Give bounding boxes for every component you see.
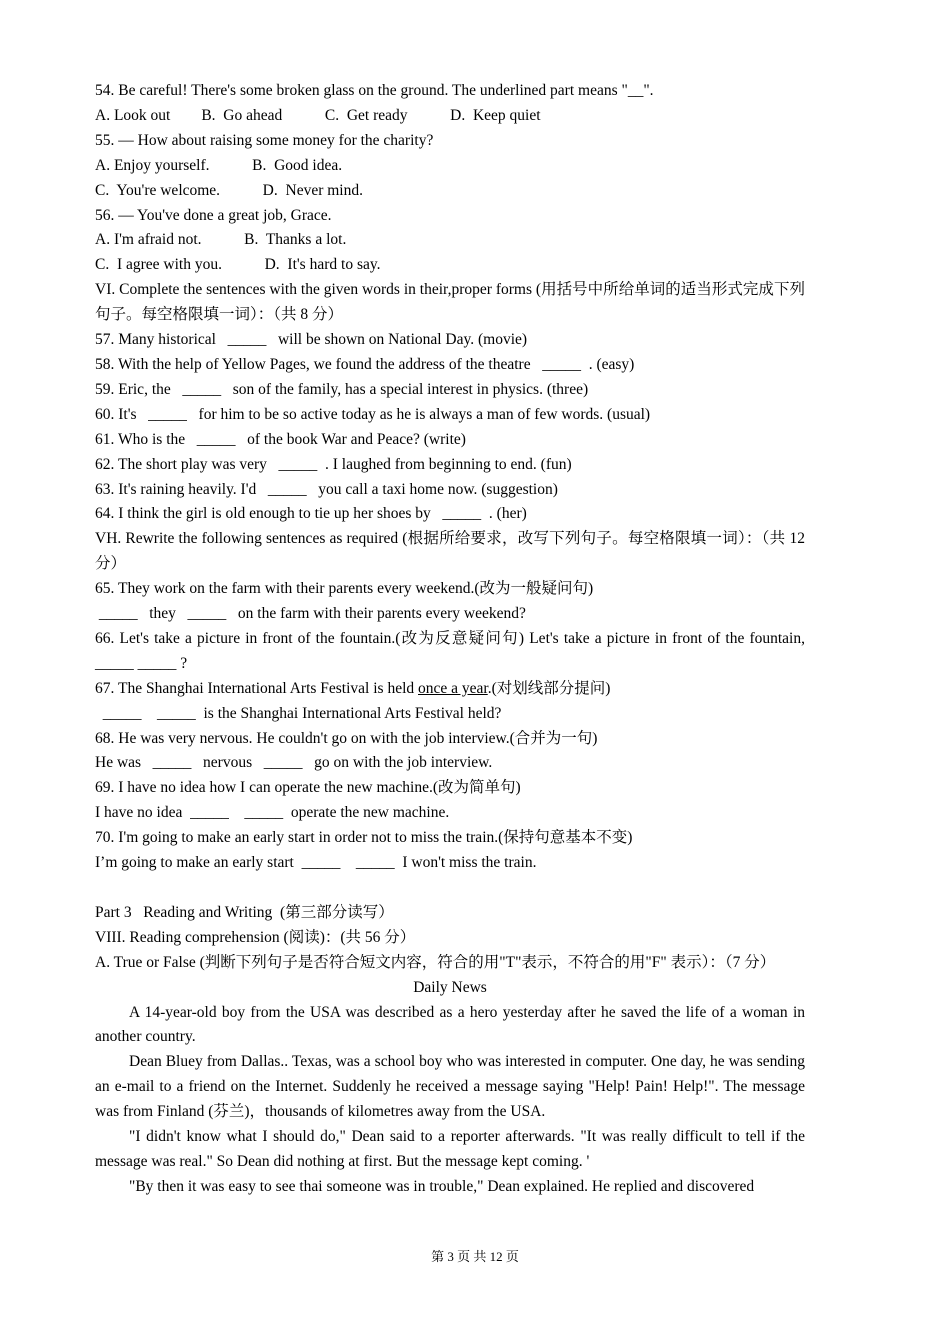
q63: 63. It's raining heavily. I'd _____ you call a taxi home now. (suggestion): [95, 480, 558, 498]
section-6-heading: VI. Complete the sentences with the given words in their,proper forms (用括号中所给单词的适当形式完成下列句子。每空格限填一词）：（共 8 分）: [95, 281, 805, 324]
q58: 58. With the help of Yellow Pages, we found the address of the theatre _____ . (easy): [95, 355, 635, 373]
q69: 69. I have no idea how I can operate the new machine.(改为简单句): [95, 779, 521, 797]
passage-paragraph: A 14-year-old boy from the USA was described as a hero yesterday after he saved the life of a woman in another country.: [95, 1003, 805, 1046]
passage-paragraph: Dean Bluey from Dallas.. Texas, was a school boy who was interested in computer. One day, he was sending an e-mail to a friend on the Internet. Suddenly he received a message saying "Help! Pain! Help!". The message was from Finland (芬兰)，thousands of kilometres away from the USA.: [95, 1053, 805, 1121]
passage-paragraph: "By then it was easy to see thai someone was in trouble," Dean explained. He replied and discovered: [129, 1177, 755, 1195]
q55-options-ab: A. Enjoy yourself. B. Good idea.: [95, 156, 343, 174]
spacer: [95, 876, 805, 901]
q57: 57. Many historical _____ will be shown on National Day. (movie): [95, 331, 528, 349]
q67-instruction: .(对划线部分提问): [487, 679, 611, 697]
q61: 61. Who is the _____ of the book War and Peace? (write): [95, 430, 466, 448]
q56-options-cd: C. I agree with you. D. It's hard to say.: [95, 256, 381, 274]
q62: 62. The short play was very _____ . I laughed from beginning to end. (fun): [95, 455, 572, 473]
q55-options-cd: C. You're welcome. D. Never mind.: [95, 181, 363, 199]
q67: [95, 677, 805, 702]
section-7-heading: VH. Rewrite the following sentences as required (根据所给要求，改写下列句子。每空格限填一词）：（共 12 分）: [95, 530, 805, 573]
q65: 65. They work on the farm with their parents every weekend.(改为一般疑问句): [95, 580, 594, 598]
q56-options-ab: A. I'm afraid not. B. Thanks a lot.: [95, 231, 347, 249]
q68-answer: He was _____ nervous _____ go on with the job interview.: [95, 754, 493, 772]
q69-answer: I have no idea _____ _____ operate the new machine.: [95, 804, 450, 822]
q54-options: A. Look out B. Go ahead C. Get ready D. Keep quiet: [95, 106, 541, 124]
q59: 59. Eric, the _____ son of the family, has a special interest in physics. (three): [95, 380, 589, 398]
q60: 60. It's _____ for him to be so active today as he is always a man of few words. (usual): [95, 405, 651, 423]
q56-line: 56. — You've done a great job, Grace.: [95, 206, 332, 224]
q68: 68. He was very nervous. He couldn't go on with the job interview.(合并为一句): [95, 729, 598, 747]
part-3-title: Part 3 Reading and Writing (第三部分读写）: [95, 903, 394, 921]
q64: 64. I think the girl is old enough to tie up her shoes by _____ . (her): [95, 505, 527, 523]
q55-line: 55. — How about raising some money for the charity?: [95, 131, 434, 149]
q66: 66. Let's take a picture in front of the fountain.(改为反意疑问句) Let's take a picture in front of the fountain, _____ _____ ?: [95, 629, 805, 672]
q67-underlined: once a year: [418, 679, 488, 697]
part-a-instruction: A. True or False (判断下列句子是否符合短文内容，符合的用"T"表示，不符合的用"F" 表示）：（7 分）: [95, 953, 776, 971]
q67-answer: _____ _____ is the Shanghai International Arts Festival held?: [95, 704, 502, 722]
q70: 70. I'm going to make an early start in order not to miss the train.(保持句意基本不变): [95, 829, 633, 847]
q70-answer: I’m going to make an early start _____ _____ I won't miss the train.: [95, 854, 537, 872]
q65-answer: _____ they _____ on the farm with their parents every weekend?: [95, 605, 526, 623]
passage-title: Daily News: [413, 978, 487, 996]
q54-line: 54. Be careful! There's some broken glass on the ground. The underlined part means "__".: [95, 82, 654, 99]
page-footer: 第 3 页 共 12 页: [431, 1249, 519, 1264]
passage-paragraph: "I didn't know what I should do," Dean said to a reporter afterwards. "It was really difficult to tell if the message was real." So Dean did nothing at first. But the message kept coming. ': [95, 1128, 805, 1170]
q67-text: 67. The Shanghai International Arts Festival is held: [95, 679, 419, 697]
page-content: [95, 79, 805, 1200]
section-8-heading: VIII. Reading comprehension (阅读)：(共 56 分）: [95, 928, 416, 946]
